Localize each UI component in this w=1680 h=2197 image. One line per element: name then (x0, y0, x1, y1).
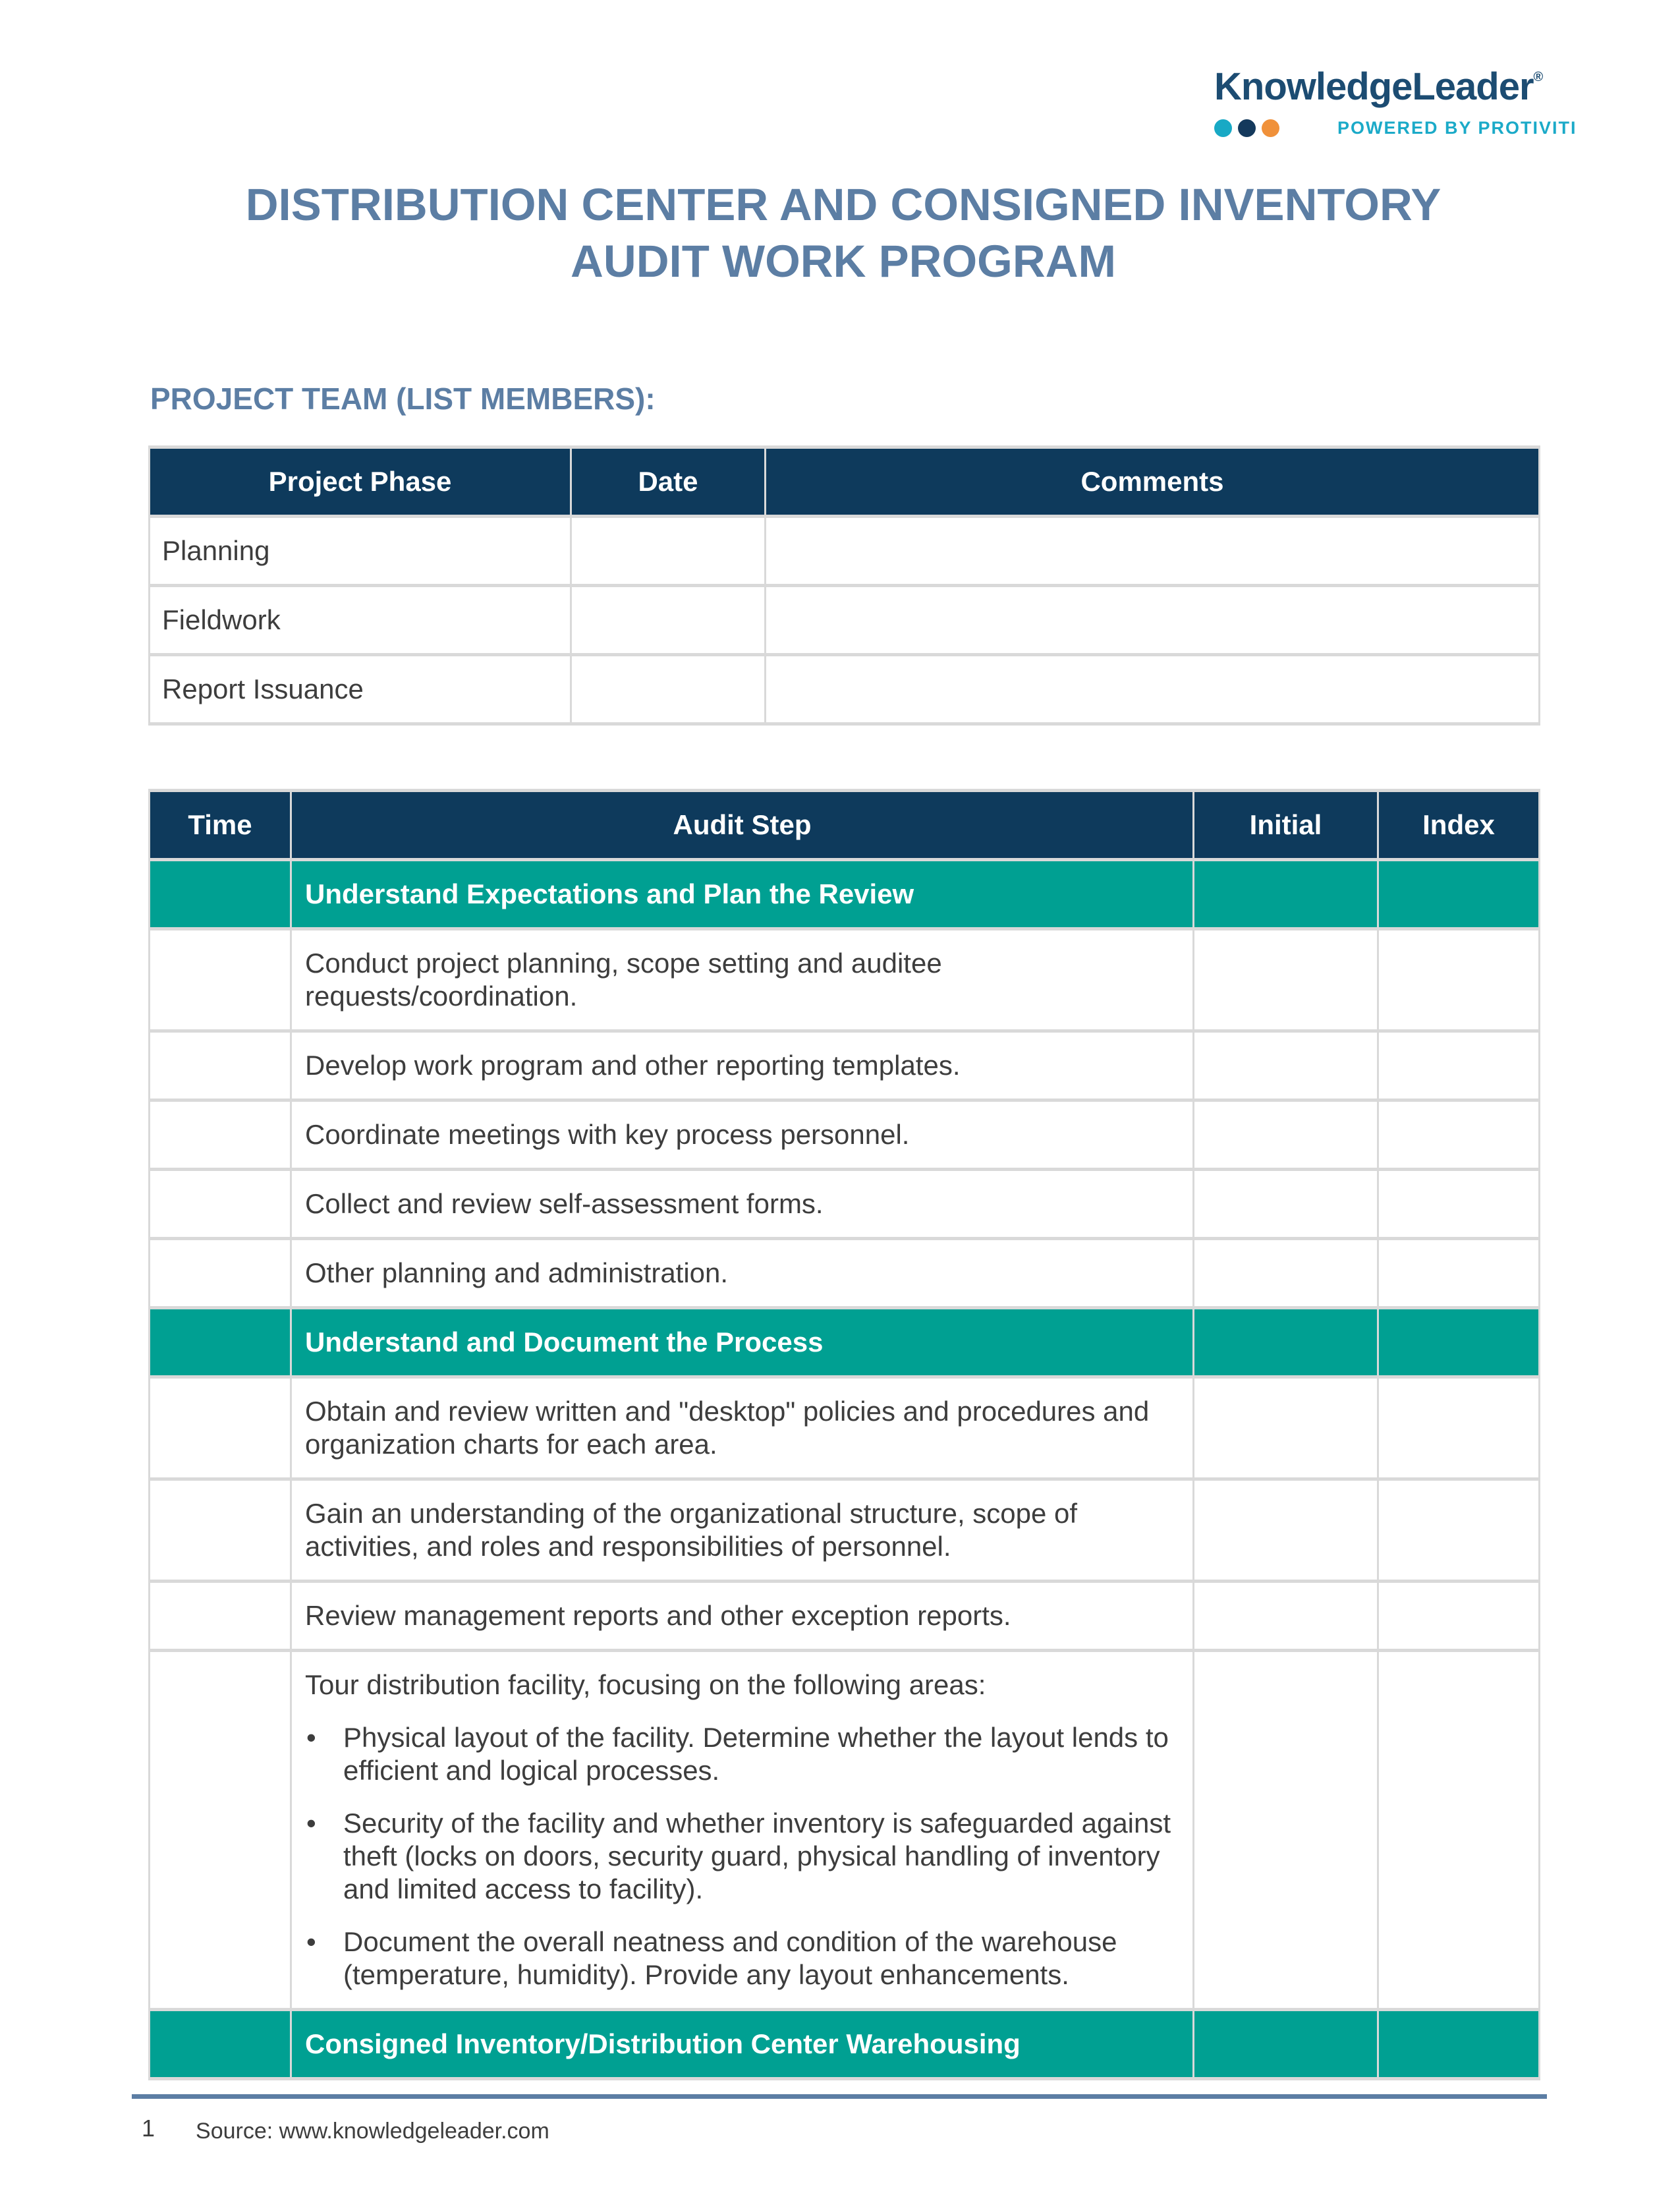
audit-step-text: Collect and review self-assessment forms. (305, 1188, 824, 1219)
audit-step-text: Develop work program and other reporting templates. (305, 1050, 961, 1081)
index-cell (1378, 1239, 1540, 1308)
time-cell (150, 1239, 291, 1308)
section-row (150, 860, 1540, 929)
project-phase-row (150, 517, 1540, 586)
time-cell (150, 1377, 291, 1479)
page-content (148, 0, 1538, 2080)
index-cell (1378, 1031, 1540, 1100)
logo-subline (1214, 118, 1577, 138)
audit-step-cell (291, 1651, 1194, 2010)
cyan-dot-icon (1214, 119, 1232, 137)
initial-cell (1194, 1031, 1378, 1100)
initial-cell (1194, 1308, 1378, 1377)
audit-step-text: Obtain and review written and "desktop" policies and procedures and organization charts for each area. (305, 1396, 1150, 1460)
project-phase-header-row (150, 447, 1540, 517)
time-cell (150, 1170, 291, 1239)
time-cell (150, 860, 291, 929)
project-phase-table-body (150, 517, 1540, 724)
audit-step-cell (291, 1582, 1194, 1651)
index-cell (1378, 1377, 1540, 1479)
index-cell (1378, 929, 1540, 1031)
logo-wordmark-text: KnowledgeLeader (1214, 65, 1534, 108)
audit-step-bullet: • Document the overall neatness and condition of the warehouse (temperature, humidity). Provide any layout enhancements. (305, 1926, 1179, 1991)
time-cell (150, 1100, 291, 1170)
time-cell (150, 1651, 291, 2010)
project-phase-table (148, 445, 1540, 726)
time-cell (150, 2010, 291, 2079)
project-phase-row (150, 655, 1540, 724)
audit-step-bullet: • Physical layout of the facility. Determine whether the layout lends to efficient and logical processes. (305, 1721, 1179, 1787)
initial-cell (1194, 1479, 1378, 1582)
index-cell (1378, 1479, 1540, 1582)
column-header-initial: Initial (1194, 791, 1378, 860)
logo-dots-icon (1214, 119, 1279, 137)
audit-step-bullet: • Security of the facility and whether inventory is safeguarded against theft (locks on doors, security guard, physical handling of inventory and limited access to facility). (305, 1807, 1179, 1906)
column-header-comments: Comments (766, 447, 1540, 517)
index-cell (1378, 1308, 1540, 1377)
phase-name-cell: Report Issuance (150, 655, 571, 724)
audit-table-body (150, 860, 1540, 2079)
index-cell (1378, 1100, 1540, 1170)
initial-cell (1194, 929, 1378, 1031)
date-value-cell (571, 517, 766, 586)
time-cell (150, 1308, 291, 1377)
page-number: 1 (142, 2115, 155, 2142)
initial-cell (1194, 1100, 1378, 1170)
date-value-cell (571, 586, 766, 655)
index-cell (1378, 2010, 1540, 2079)
audit-step-row (150, 929, 1540, 1031)
comments-value-cell (766, 655, 1540, 724)
initial-cell (1194, 1170, 1378, 1239)
logo-tagline: POWERED BY PROTIVITI (1337, 118, 1577, 138)
audit-step-cell (291, 1239, 1194, 1308)
column-header-project-phase: Project Phase (150, 447, 571, 517)
page-title (148, 0, 1538, 290)
audit-step-cell (291, 1100, 1194, 1170)
page-title-line1: DISTRIBUTION CENTER AND CONSIGNED INVENTORY (245, 179, 1442, 230)
section-title-cell: Understand and Document the Process (291, 1308, 1194, 1377)
audit-step-cell (291, 929, 1194, 1031)
audit-step-row (150, 1377, 1540, 1479)
audit-step-text: Conduct project planning, scope setting and auditee requests/coordination. (305, 948, 942, 1012)
index-cell (1378, 1582, 1540, 1651)
section-title-cell: Consigned Inventory/Distribution Center Warehousing (291, 2010, 1194, 2079)
audit-step-cell (291, 1031, 1194, 1100)
initial-cell (1194, 1377, 1378, 1479)
index-cell (1378, 860, 1540, 929)
navy-dot-icon (1238, 119, 1256, 137)
comments-value-cell (766, 586, 1540, 655)
audit-step-text: Review management reports and other exception reports. (305, 1600, 1011, 1631)
index-cell (1378, 1651, 1540, 2010)
registered-mark: ® (1533, 70, 1543, 84)
column-header-time: Time (150, 791, 291, 860)
logo-wordmark (1214, 54, 1577, 110)
section-row (150, 1308, 1540, 1377)
section-title-cell: Understand Expectations and Plan the Review (291, 860, 1194, 929)
column-header-audit-step: Audit Step (291, 791, 1194, 860)
comments-value-cell (766, 517, 1540, 586)
audit-step-row (150, 1479, 1540, 1582)
page-title-line2: AUDIT WORK PROGRAM (571, 236, 1116, 287)
footer-divider (132, 2094, 1547, 2099)
audit-step-text: Coordinate meetings with key process personnel. (305, 1119, 910, 1150)
audit-step-row (150, 1031, 1540, 1100)
project-team-heading: PROJECT TEAM (LIST MEMBERS): (150, 382, 656, 416)
footer (142, 2117, 549, 2146)
date-value-cell (571, 655, 766, 724)
project-phase-row (150, 586, 1540, 655)
section-row (150, 2010, 1540, 2079)
audit-step-row (150, 1651, 1540, 2010)
audit-step-text: Gain an understanding of the organizational structure, scope of activities, and roles and responsibilities of personnel. (305, 1498, 1078, 1562)
audit-step-row (150, 1170, 1540, 1239)
initial-cell (1194, 2010, 1378, 2079)
orange-dot-icon (1262, 119, 1279, 137)
audit-step-cell (291, 1377, 1194, 1479)
audit-step-bullet-list (305, 1721, 1179, 1991)
audit-step-text: Other planning and administration. (305, 1257, 729, 1288)
audit-step-table (148, 789, 1540, 2080)
initial-cell (1194, 1651, 1378, 2010)
audit-step-row (150, 1239, 1540, 1308)
source-text: Source: www.knowledgeleader.com (196, 2119, 549, 2144)
time-cell (150, 929, 291, 1031)
time-cell (150, 1479, 291, 1582)
knowledgeleader-logo (1214, 54, 1577, 138)
audit-table-header-row (150, 791, 1540, 860)
audit-step-row (150, 1582, 1540, 1651)
phase-name-cell: Fieldwork (150, 586, 571, 655)
audit-step-cell (291, 1170, 1194, 1239)
time-cell (150, 1582, 291, 1651)
initial-cell (1194, 1582, 1378, 1651)
initial-cell (1194, 860, 1378, 929)
audit-step-cell (291, 1479, 1194, 1582)
initial-cell (1194, 1239, 1378, 1308)
audit-step-text: Tour distribution facility, focusing on the following areas: (305, 1669, 986, 1700)
time-cell (150, 1031, 291, 1100)
index-cell (1378, 1170, 1540, 1239)
column-header-index: Index (1378, 791, 1540, 860)
phase-name-cell: Planning (150, 517, 571, 586)
column-header-date: Date (571, 447, 766, 517)
audit-step-row (150, 1100, 1540, 1170)
